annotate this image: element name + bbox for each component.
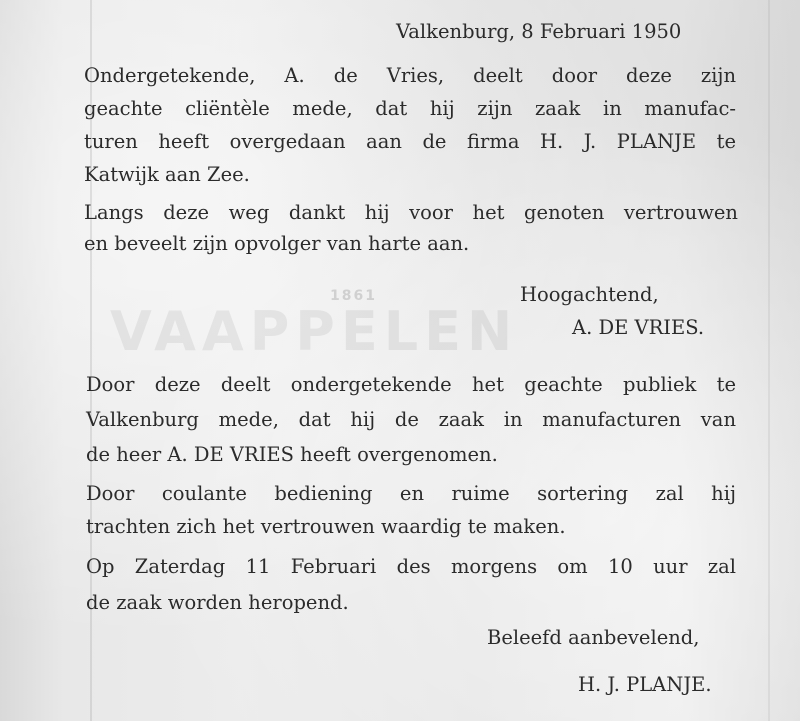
dateline: Valkenburg, 8 Februari 1950 bbox=[396, 20, 682, 43]
notice-line: de heer A. DE VRIES heeft overgenomen. bbox=[86, 443, 498, 466]
notice-line: Door deze deelt ondergetekende het geachte publiek te bbox=[86, 373, 736, 396]
signature: A. DE VRIES. bbox=[572, 316, 705, 339]
signature: H. J. PLANJE. bbox=[578, 673, 712, 696]
notice-line: Op Zaterdag 11 Februari des morgens om 10 uur zal bbox=[86, 555, 736, 578]
bleed-through-text: VAAPPELEN bbox=[110, 300, 519, 363]
notice-line: geachte cliëntèle mede, dat hij zijn zaak in manufac- bbox=[84, 97, 736, 120]
notice-line: trachten zich het vertrouwen waardig te maken. bbox=[86, 515, 566, 538]
notice-line: Katwijk aan Zee. bbox=[84, 163, 250, 186]
bleed-through-text: 1861 bbox=[330, 288, 377, 304]
paper-fold-line bbox=[768, 0, 770, 721]
notice-line: en beveelt zijn opvolger van harte aan. bbox=[84, 232, 470, 255]
notice-line: Door coulante bediening en ruime sortering zal hij bbox=[86, 482, 736, 505]
closing-salutation: Hoogachtend, bbox=[520, 283, 659, 306]
notice-line: Ondergetekende, A. de Vries, deelt door deze zijn bbox=[84, 64, 736, 87]
notice-line: Valkenburg mede, dat hij de zaak in manufacturen van bbox=[86, 408, 736, 431]
notice-line: de zaak worden heropend. bbox=[86, 591, 349, 614]
closing-salutation: Beleefd aanbevelend, bbox=[487, 626, 700, 649]
notice-line: Langs deze weg dankt hij voor het genoten vertrouwen bbox=[84, 201, 738, 224]
notice-line: turen heeft overgedaan aan de firma H. J. PLANJE te bbox=[84, 130, 736, 153]
